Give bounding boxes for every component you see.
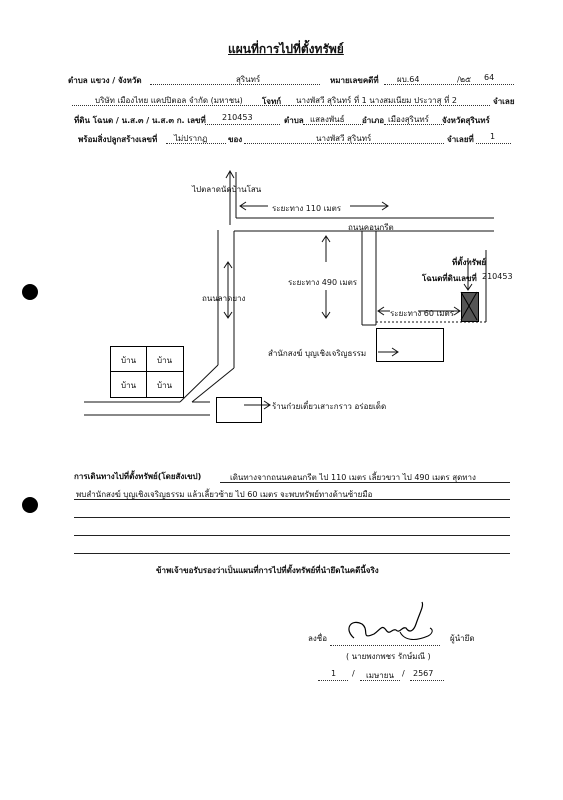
defendant-no: 1 — [490, 132, 496, 141]
amphoe-value: เมืองสุรินทร์ — [388, 115, 429, 124]
house-label-2: บ้าน — [157, 356, 173, 365]
directions-line-1: เดินทางจากถนนคอนกรีต ไป 110 เมตร เลี้ยวขวา ไป 490 เมตร สุดทาง — [230, 473, 476, 482]
plaintiff-label: โจทก์ — [262, 97, 282, 106]
case-sep: /๒๕ — [457, 75, 472, 84]
sign-label: ลงชื่อ — [308, 634, 328, 643]
owner-label: ของ — [228, 135, 243, 144]
signer-name: ( นายพงกพชร รักษ์มณี ) — [346, 652, 431, 661]
dist-110-label: ระยะทาง 110 เมตร — [272, 204, 342, 213]
district-value: สุรินทร์ — [236, 75, 261, 84]
page-title: แผนที่การไปที่ตั้งทรัพย์ — [228, 42, 344, 56]
monastery-box — [376, 328, 444, 362]
handwritten-signature — [340, 600, 440, 650]
monastery-label: สำนักสงฆ์ บุญเชิงเจริญธรรม — [268, 349, 367, 358]
directions-rule-5 — [74, 553, 510, 554]
date-sep-1: / — [352, 669, 355, 678]
house-label-1: บ้าน — [121, 356, 137, 365]
land-no: 210453 — [222, 113, 253, 122]
defendant-no-label: จำเลยที่ — [447, 135, 474, 144]
building-value: ไม่ปรากฏ — [174, 134, 208, 143]
province-label: จังหวัดสุรินทร์ — [442, 116, 490, 125]
land-label: ที่ดิน โฉนด / น.ส.๓ / น.ส.๓ ก. เลขที่ — [74, 116, 206, 125]
concrete-road-label: ถนนคอนกรีต — [348, 223, 394, 232]
defendant-label: จำเลย — [493, 97, 515, 106]
sign-role: ผู้นำยึด — [450, 634, 475, 643]
deed-no: 210453 — [482, 272, 513, 281]
date-year-line — [410, 680, 444, 681]
date-day-line — [318, 680, 348, 681]
directions-rule-3 — [74, 517, 510, 518]
asphalt-road-label: ถนนลาดยาง — [202, 294, 246, 303]
case-value: ผบ.64 — [397, 75, 420, 84]
case-label: หมายเลขคดีที่ — [330, 76, 379, 85]
directions-rule-4 — [74, 535, 510, 536]
date-year: 2567 — [413, 669, 434, 678]
property-label: ที่ตั้งทรัพย์ — [452, 258, 486, 267]
house-label-4: บ้าน — [157, 381, 173, 390]
building-label: พร้อมสิ่งปลูกสร้างเลขที่ — [78, 135, 158, 144]
defendant-value: นางพัสวี สุรินทร์ ที่ 1 นางสมเนียม ประวาสุ ที่ 2 — [296, 96, 457, 105]
date-day: 1 — [331, 669, 337, 678]
date-month: เมษายน — [366, 671, 394, 680]
signature-line — [330, 645, 440, 646]
house-grid — [110, 346, 184, 398]
directions-label: การเดินทางไปที่ตั้งทรัพย์(โดยสังเขป) — [74, 472, 202, 481]
property-cross-icon — [460, 291, 478, 321]
dist-490-label: ระยะทาง 490 เมตร — [288, 278, 358, 287]
noodle-shop-box — [216, 397, 262, 423]
district-label: ตำบล แขวง / จังหวัด — [68, 76, 142, 85]
tambon-label: ตำบล — [284, 116, 304, 125]
plaintiff-value: บริษัท เมืองไทย แคปปิตอล จำกัด (มหาชน) — [95, 96, 243, 105]
directions-line-2: พบสำนักสงฆ์ บุญเชิงเจริญธรรม แล้วเลี้ยวซ้าย ไป 60 เมตร จะพบทรัพย์ทางด้านซ้ายมือ — [76, 490, 373, 499]
amphoe-label: อำเภอ — [362, 116, 385, 125]
certify-text: ข้าพเจ้าขอรับรองว่าเป็นแผนที่การไปที่ตั้งทรัพย์ที่นำยึดในคดีนี้จริง — [156, 566, 379, 575]
case-year: 64 — [484, 73, 495, 82]
noodle-shop-label: ร้านก๋วยเตี๋ยวเสาะกราว อร่อยเด็ด — [272, 402, 387, 411]
house-label-3: บ้าน — [121, 381, 137, 390]
date-sep-2: / — [402, 669, 405, 678]
deed-label: โฉนดที่ดินเลขที่ — [422, 274, 477, 283]
tambon-value: แสลงพันธ์ — [310, 115, 345, 124]
to-market-label: ไปตลาดนัดบ้านโสน — [192, 185, 262, 194]
dist-60-label: ระยะทาง 60 เมตร — [390, 309, 455, 318]
owner-value: นางพัสวี สุรินทร์ — [316, 134, 372, 143]
